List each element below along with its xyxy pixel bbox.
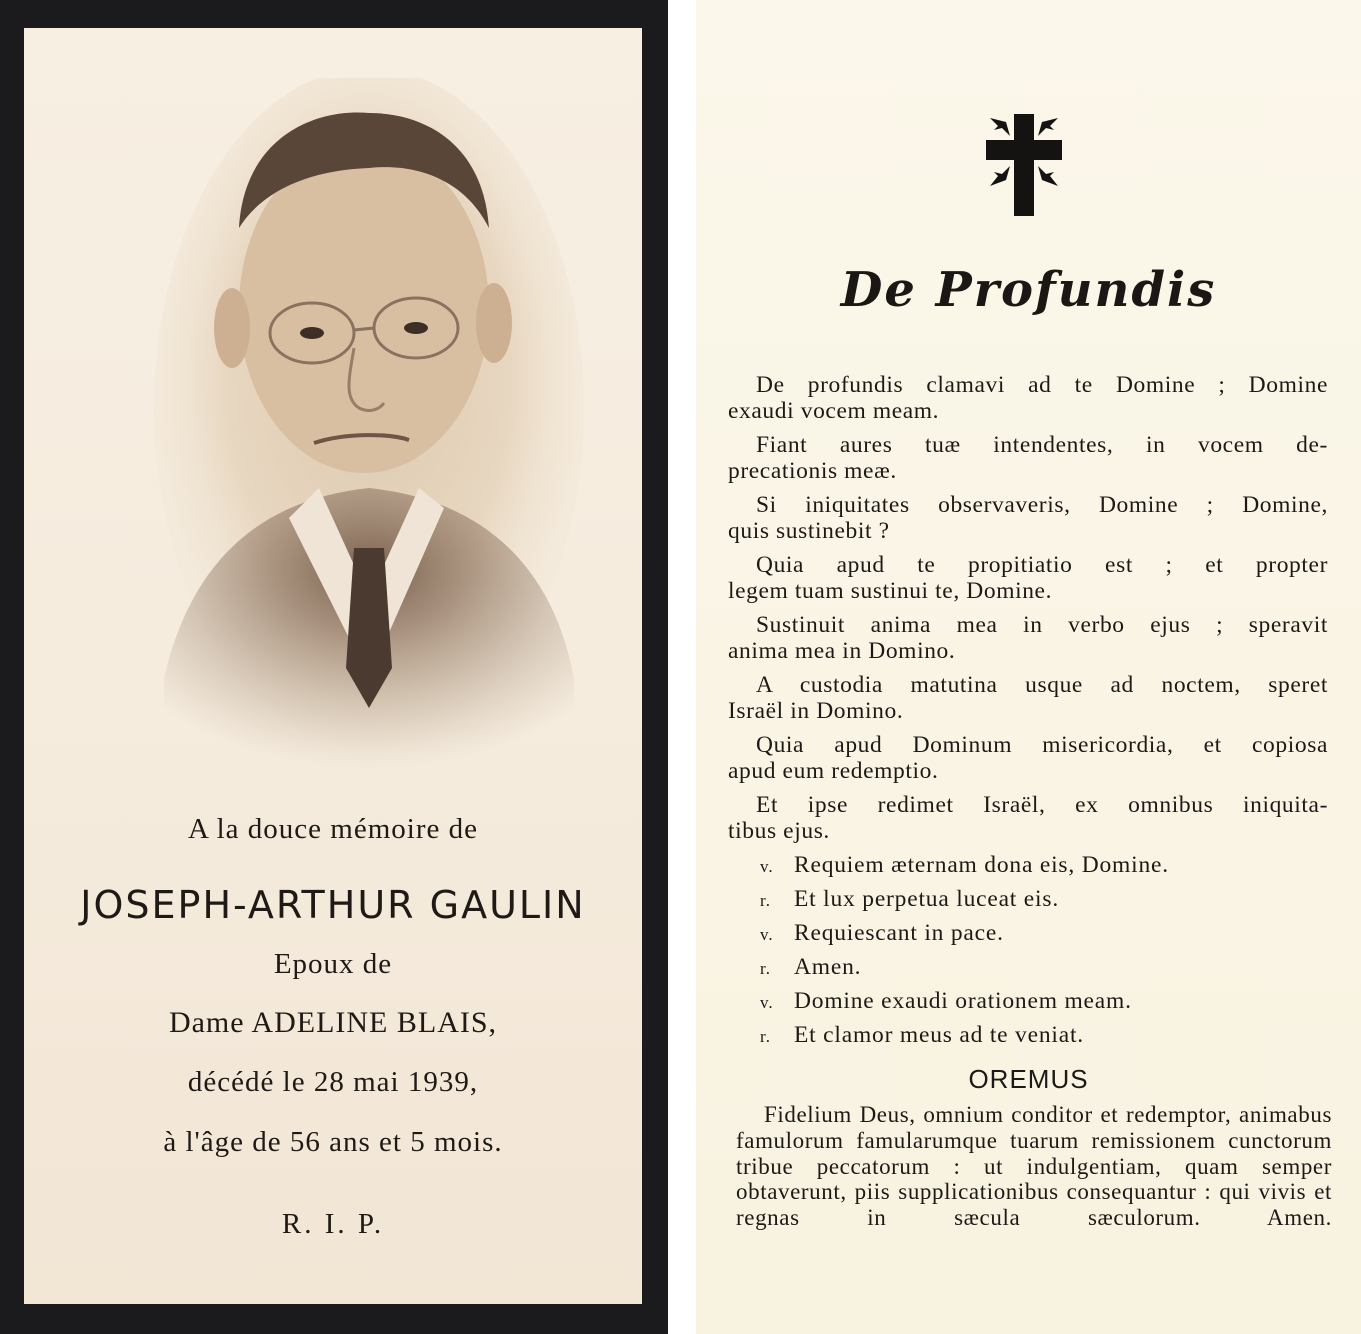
versicle-line: v. Requiem æternam dona eis, Domine. — [760, 852, 1169, 878]
psalm-verse: Si iniquitates observaveris, Domine ; Domine, quis sustinebit ? — [728, 492, 1328, 544]
card-front-panel — [24, 28, 642, 1304]
response-line: r. Amen. — [760, 954, 862, 980]
age-at-death: à l'âge de 56 ans et 5 mois. — [163, 1126, 503, 1158]
psalm-text — [728, 372, 1328, 852]
oremus-heading: OREMUS — [968, 1064, 1089, 1094]
spouse-name: Dame ADELINE BLAIS, — [168, 1006, 498, 1039]
memorial-card-back — [696, 0, 1361, 1334]
versicle-line: v. Domine exaudi orationem meam. — [760, 988, 1132, 1014]
deceased-name: JOSEPH-ARTHUR GAULIN — [80, 883, 586, 927]
death-date: décédé le 28 mai 1939, — [187, 1066, 479, 1098]
prayer-title: De Profundis — [840, 262, 1217, 318]
psalm-verse: De profundis clamavi ad te Domine ; Domine exaudi vocem meam. — [728, 372, 1328, 424]
response-line: r. Et clamor meus ad te veniat. — [760, 1022, 1084, 1048]
psalm-verse: Fiant aures tuæ intendentes, in vocem de- precationis meæ. — [728, 432, 1328, 484]
rip-text: R. I. P. — [281, 1208, 385, 1240]
psalm-verse: Quia apud Dominum misericordia, et copiosa apud eum redemptio. — [728, 732, 1328, 784]
psalm-verse: Et ipse redimet Israël, ex omnibus iniquita- tibus ejus. — [728, 792, 1328, 844]
portrait-photo — [154, 78, 584, 768]
memorial-card-front — [0, 0, 668, 1334]
psalm-verse: Quia apud te propitiatio est ; et propter legem tuam sustinui te, Domine. — [728, 552, 1328, 604]
cross-icon — [986, 114, 1062, 216]
closing-prayer: Fidelium Deus, omnium conditor et redemptor, animabus famulorum famularumque tuarum remissionem cunctorum tribue peccatorum : ut indulgentiam, quam semper obtaverunt, piis supplicationibus consequantur : qui vivis et regnas in sæcula sæculorum. Amen. — [736, 1102, 1332, 1231]
psalm-verse: A custodia matutina usque ad noctem, speret Israël in Domino. — [728, 672, 1328, 724]
psalm-verse: Sustinuit anima mea in verbo ejus ; speravit anima mea in Domino. — [728, 612, 1328, 664]
spouse-label: Epoux de — [273, 948, 393, 980]
memorial-dedication: A la douce mémoire de — [188, 813, 478, 845]
response-line: r. Et lux perpetua luceat eis. — [760, 886, 1059, 912]
versicle-line: v. Requiescant in pace. — [760, 920, 1004, 946]
